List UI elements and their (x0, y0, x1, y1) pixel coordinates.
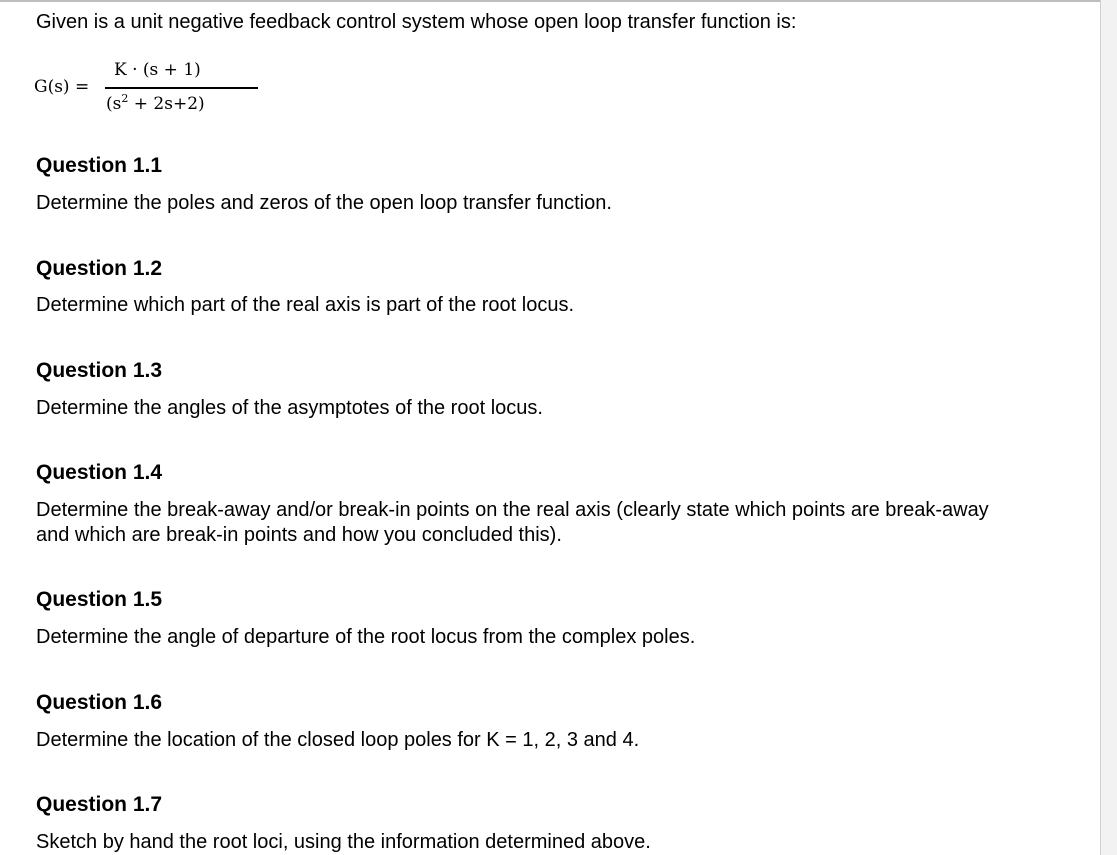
question-text-1-4: Determine the break-away and/or break-in points on the real axis (clearly state which points are break-away and which are break-in points and how you concluded this). (36, 499, 989, 546)
denominator-base: (s (106, 94, 122, 114)
question-heading-1-4: Question 1.4 (36, 461, 163, 484)
question-text-1-6: Determine the location of the closed loop poles for K = 1, 2, 3 and 4. (36, 729, 640, 751)
denominator-exponent: 2 (121, 92, 129, 105)
question-text-1-3: Determine the angles of the asymptotes of the root locus. (36, 397, 543, 419)
intro-text: Given is a unit negative feedback control system whose open loop transfer function is: (36, 11, 797, 33)
formula-denominator (106, 92, 205, 114)
question-heading-1-2: Question 1.2 (36, 257, 163, 280)
question-heading-1-5: Question 1.5 (36, 588, 163, 611)
formula-lhs: G(s) = (34, 77, 90, 97)
denominator-rest: + 2s+2) (128, 94, 205, 114)
question-heading-1-7: Question 1.7 (36, 793, 163, 816)
formula-numerator: K · (s + 1) (114, 60, 201, 80)
question-text-1-5: Determine the angle of departure of the root locus from the complex poles. (36, 626, 696, 648)
question-text-1-1: Determine the poles and zeros of the open loop transfer function. (36, 192, 612, 214)
question-text-1-2: Determine which part of the real axis is part of the root locus. (36, 294, 575, 316)
question-heading-1-3: Question 1.3 (36, 359, 163, 382)
question-text-1-7: Sketch by hand the root loci, using the information determined above. (36, 831, 651, 853)
fraction-bar (105, 87, 258, 89)
question-heading-1-1: Question 1.1 (36, 154, 163, 177)
page-side-gutter (1100, 0, 1117, 855)
question-heading-1-6: Question 1.6 (36, 691, 163, 714)
